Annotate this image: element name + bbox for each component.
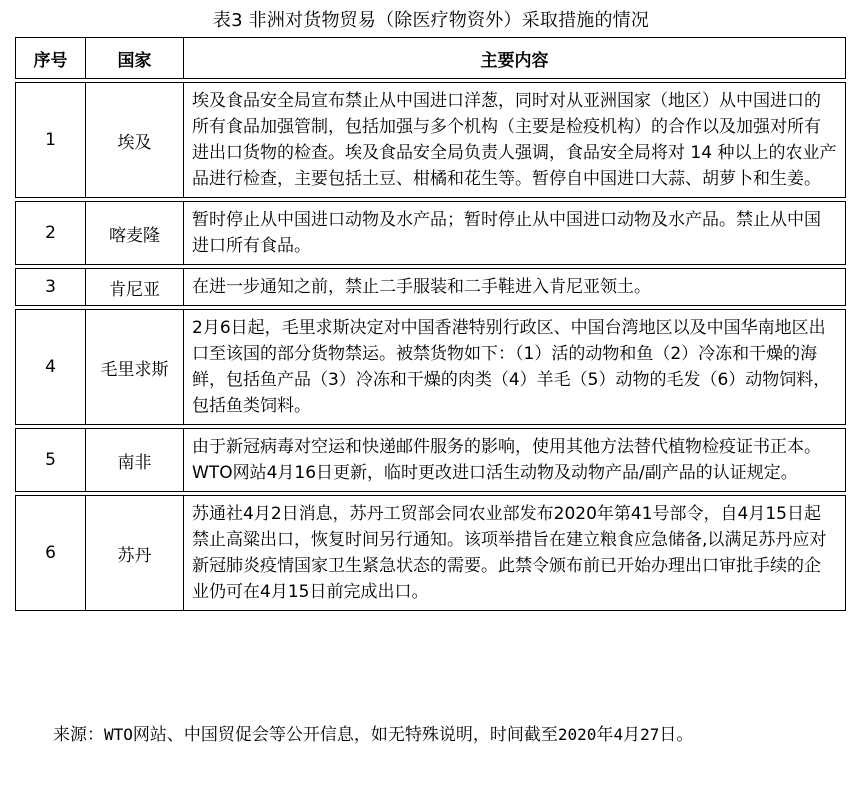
table-row (15, 201, 846, 264)
row-country: 苏丹 (85, 495, 183, 611)
table-row (15, 309, 846, 424)
row-content: 在进一步通知之前，禁止二手服装和二手鞋进入肯尼亚领土。 (183, 268, 846, 305)
source-day-char: 日。 (659, 725, 694, 745)
header-no: 序号 (15, 37, 85, 78)
source-year-char: 年 (596, 725, 614, 745)
table-row (15, 428, 846, 491)
row-no: 6 (15, 495, 85, 611)
row-content: 埃及食品安全局宣布禁止从中国进口洋葱，同时对从亚洲国家（地区）从中国进口的所有食品加强管制，包括加强与多个机构（主要是检疫机构）的合作以及加强对所有进出口货物的检查。埃及食品安全局负责人强调，食品安全局将对 14 种以上的农业产品进行检查，主要包括土豆、柑橘和花生等。暂停自中国进口大蒜、胡萝卜和生姜。 (183, 82, 846, 197)
source-note (15, 720, 848, 750)
source-month-char: 月 (623, 725, 641, 745)
table-row (15, 268, 846, 305)
row-content: 由于新冠病毒对空运和快递邮件服务的影响，使用其他方法替代植物检疫证书正本。WTO网站4月16日更新，临时更改进口活生动物及动物产品/副产品的认证规定。 (183, 428, 846, 491)
measures-table (15, 37, 846, 611)
row-country: 埃及 (85, 82, 183, 197)
row-country: 喀麦隆 (85, 201, 183, 264)
row-content: 苏通社4月2日消息，苏丹工贸部会同农业部发布2020年第41号部令，自4月15日起禁止高粱出口，恢复时间另行通知。该项举措旨在建立粮食应急储备,以满足苏丹应对新冠肺炎疫情国家卫生紧急状态的需要。此禁令颁布前已开始办理出口审批手续的企业仍可在4月15日前完成出口。 (183, 495, 846, 611)
row-no: 2 (15, 201, 85, 264)
row-content: 2月6日起，毛里求斯决定对中国香港特别行政区、中国台湾地区以及中国华南地区出口至该国的部分货物禁运。被禁货物如下：（1）活的动物和鱼（2）冷冻和干燥的海鲜，包括鱼产品（3）冷冻和干燥的肉类（4）羊毛（5）动物的毛发（6）动物饲料，包括鱼类饲料。 (183, 309, 846, 424)
table-row (15, 82, 846, 197)
source-text: 网站、中国贸促会等公开信息，如无特殊说明，时间截至 (132, 725, 558, 745)
row-no: 3 (15, 268, 85, 305)
row-no: 4 (15, 309, 85, 424)
source-sites: WTO (104, 725, 133, 744)
row-country: 南非 (85, 428, 183, 491)
table-row (15, 495, 846, 611)
source-year: 2020 (557, 725, 597, 744)
row-country: 肯尼亚 (85, 268, 183, 305)
row-no: 1 (15, 82, 85, 197)
header-content: 主要内容 (183, 37, 846, 78)
table-caption: 表3 非洲对货物贸易（除医疗物资外）采取措施的情况 (212, 10, 650, 31)
header-country: 国家 (85, 37, 183, 78)
row-no: 5 (15, 428, 85, 491)
row-country: 毛里求斯 (85, 309, 183, 424)
source-day: 27 (640, 725, 660, 744)
row-content: 暂时停止从中国进口动物及水产品；暂时停止从中国进口动物及水产品。禁止从中国进口所有食品。 (183, 201, 846, 264)
table-header-row (15, 37, 846, 78)
source-month: 4 (613, 725, 624, 744)
source-prefix: 来源： (53, 725, 104, 745)
